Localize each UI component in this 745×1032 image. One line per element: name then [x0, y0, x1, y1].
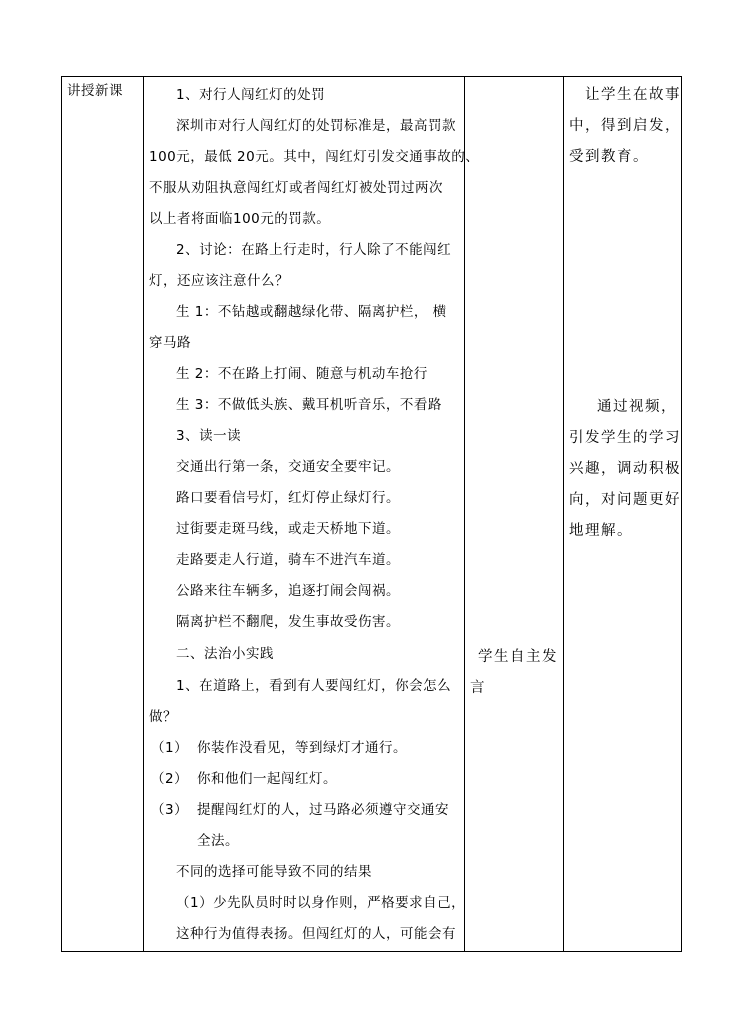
p1-line: 以上者将面临100元的罚款。: [149, 211, 331, 227]
result-line: 这种行为值得表扬。但闯红灯的人，可能会有: [176, 926, 456, 942]
intent-line: 受到教育。: [569, 149, 649, 165]
p1-line: 100元，最低 20元。其中，闯红灯引发交通事故的、: [149, 149, 480, 165]
student-answer: 穿马路: [149, 335, 191, 351]
read-heading: 3、读一读: [176, 428, 242, 444]
discussion-line: 2、讨论：在路上行走时，行人除了不能闯红: [176, 242, 452, 258]
p1-line: 深圳市对行人闯红灯的处罚标准是，最高罚款: [176, 118, 456, 134]
option-text: 全法。: [197, 833, 239, 849]
section-label: 讲授新课: [67, 83, 123, 99]
question-line: 1、在道路上，看到有人要闯红灯，你会怎么: [176, 678, 452, 694]
student-activity-line: 学生自主发: [478, 649, 558, 665]
intent-line: 地理解。: [569, 523, 633, 539]
poem-line: 交通出行第一条，交通安全要牢记。: [176, 459, 400, 475]
p1-heading: 1、对行人闯红灯的处罚: [176, 87, 326, 103]
option-text: 你装作没看见，等到绿灯才通行。: [197, 740, 407, 756]
option-number: （2）: [151, 771, 189, 787]
intent-line: 通过视频，: [597, 399, 677, 415]
practice-heading: 二、法治小实践: [176, 646, 274, 662]
table-border-top: [61, 76, 682, 77]
intent-line: 引发学生的学习: [569, 430, 681, 446]
intent-line: 中，得到启发，: [569, 118, 681, 134]
option-text: 提醒闯红灯的人，过马路必须遵守交通安: [197, 802, 449, 818]
option-number: （3）: [151, 802, 189, 818]
intent-line: 向，对问题更好: [569, 492, 681, 508]
student-answer: 生 2：不在路上打闹、随意与机动车抢行: [176, 366, 428, 382]
poem-line: 公路来往车辆多，追逐打闹会闯祸。: [176, 583, 400, 599]
poem-line: 走路要走人行道，骑车不进汽车道。: [176, 552, 400, 568]
option-text: 你和他们一起闯红灯。: [197, 771, 337, 787]
student-activity-line: 言: [470, 680, 486, 696]
student-answer: 生 1：不钻越或翻越绿化带、隔离护栏， 横: [176, 304, 447, 320]
student-answer: 生 3：不做低头族、戴耳机听音乐，不看路: [176, 397, 442, 413]
table-divider-1: [143, 76, 144, 952]
discussion-line: 灯，还应该注意什么？: [149, 273, 289, 289]
table-divider-3: [563, 76, 564, 952]
table-border-left: [61, 76, 62, 952]
p1-line: 不服从劝阻执意闯红灯或者闯红灯被处罚过两次: [149, 180, 443, 196]
table-border-right: [681, 76, 682, 952]
intent-line: 兴趣，调动积极: [569, 461, 681, 477]
question-line: 做？: [149, 709, 177, 725]
result-line: （1）少先队员时时以身作则，严格要求自己，: [176, 895, 466, 911]
poem-line: 隔离护栏不翻爬，发生事故受伤害。: [176, 614, 400, 630]
result-heading: 不同的选择可能导致不同的结果: [176, 864, 372, 880]
option-number: （1）: [151, 740, 189, 756]
table-border-bottom: [61, 951, 682, 952]
table-divider-2: [464, 76, 465, 952]
poem-line: 过街要走斑马线，或走天桥地下道。: [176, 521, 400, 537]
intent-line: 让学生在故事: [585, 87, 681, 103]
poem-line: 路口要看信号灯，红灯停止绿灯行。: [176, 490, 400, 506]
